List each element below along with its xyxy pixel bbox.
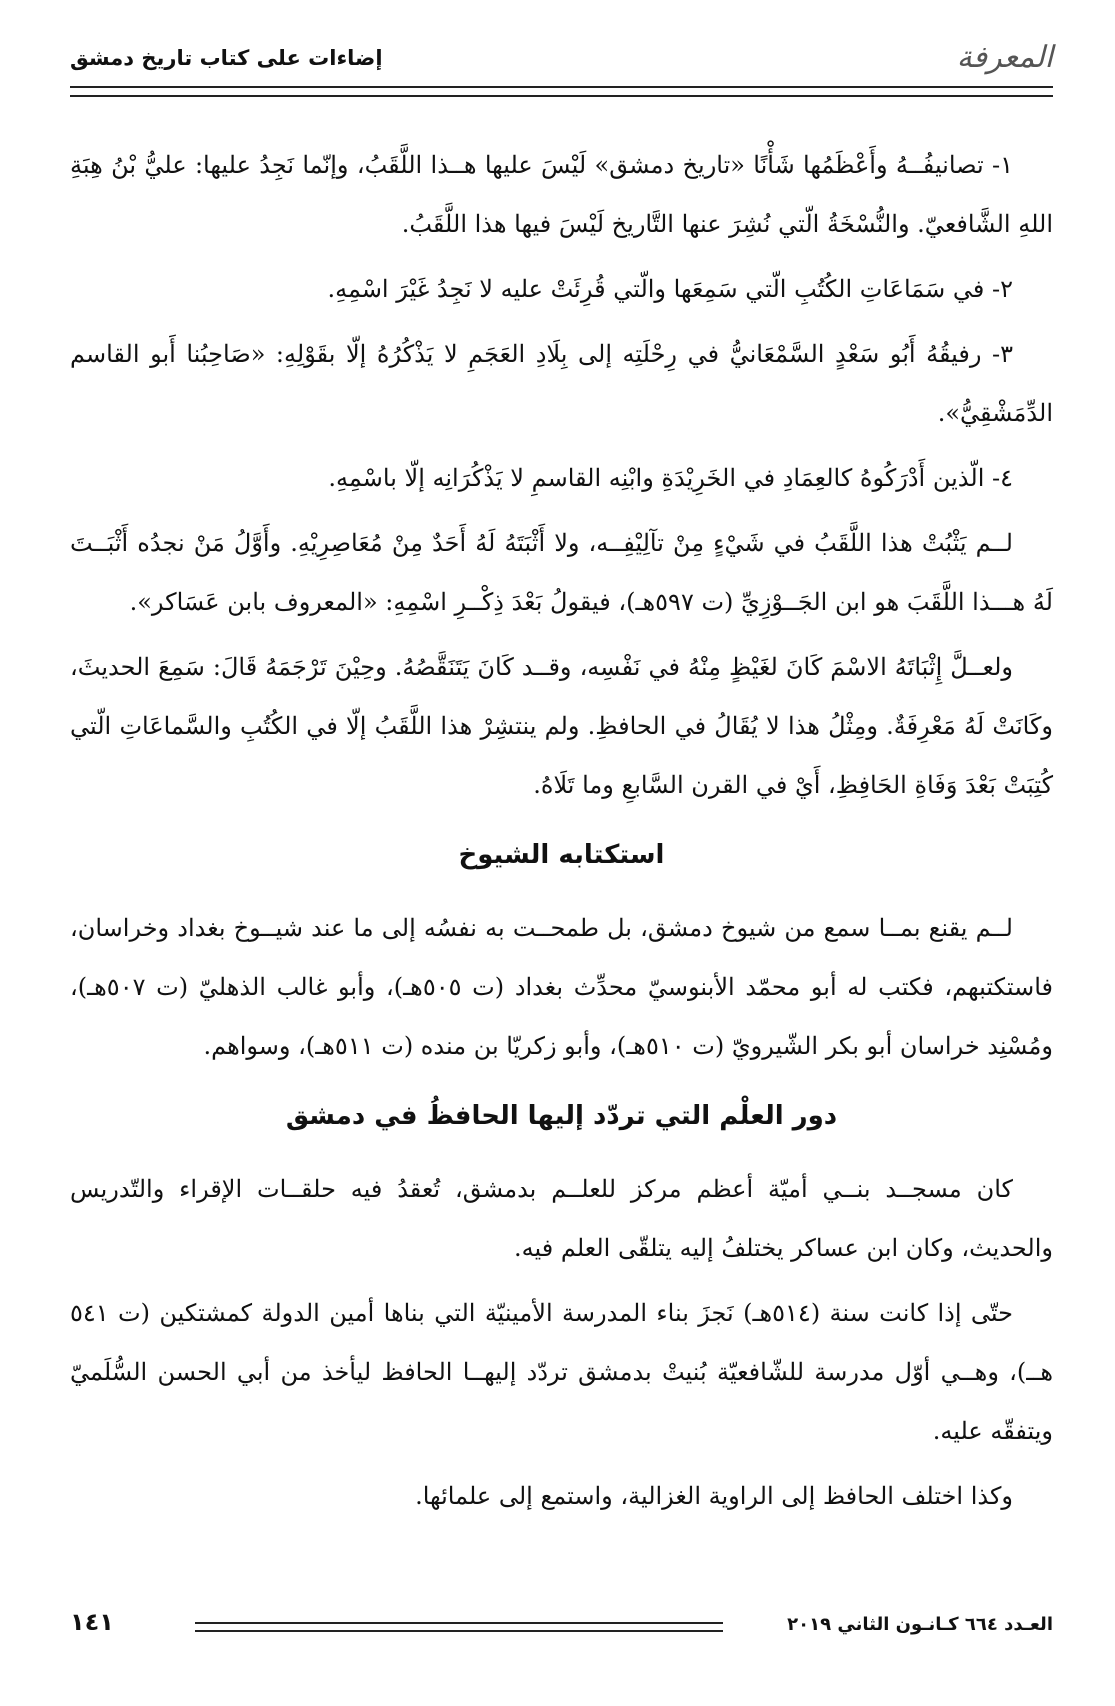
paragraph: ٢- في سَمَاعَاتِ الكُتُبِ الّتي سَمِعَها والّتي قُرِئَتْ عليه لا نَجِدُ غَيْرَ اسْمِهِ. xyxy=(327,275,1013,303)
paragraph: حتّى إذا كانت سنة (٥١٤هـ) نَجزَ بناء المدرسة الأمينيّة التي بناها أمين الدولة كمشتكين (ت ٥٤١ هــ)، وهــي أوّل مدرسة للشّافعيّة بُنيتْ بدمشق تردّد إليهــا الحافظ ليأخذ من أبي الحسن السُّلَميّ ويتفقّه عليه. xyxy=(70,1299,1053,1445)
paragraph: وكذا اختلف الحافظ إلى الراوية الغزالية، واستمع إلى علمائها. xyxy=(415,1482,1013,1510)
paragraph: ١- تصانيفُــهُ وأَعْظَمُها شَأْنًا «تاريخ دمشق» لَيْسَ عليها هــذا اللَّقَبُ، وإنّما نَجِدُ عليها: عليُّ بْنُ هِبَةِ اللهِ الشَّافعيّ. والنُّسْخَةُ الّتي نُشِرَ عنها التَّاريخ لَيْسَ فيها هذا اللَّقَبُ. xyxy=(70,151,1053,238)
section-heading: دور العلْم التي تردّد إليها الحافظُ في دمشق xyxy=(285,1101,838,1131)
page-number: ١٤١ xyxy=(70,1608,114,1636)
issue-label: العـدد ٦٦٤ كـانـون الثاني ٢٠١٩ xyxy=(787,1614,1053,1635)
paragraph: لــم يقنع بمــا سمع من شيوخ دمشق، بل طمحــت به نفسُه إلى ما عند شيــوخ بغداد وخراسان، فاستكتبهم، فكتب له أبو محمّد الأبنوسيّ محدِّث بغداد (ت ٥٠٥هـ)، وأبو غالب الذهليّ (ت ٥٠٧هـ)، ومُسْنِد خراسان أبو بكر الشّيرويّ (ت ٥١٠هـ)، وأبو زكريّا بن منده (ت ٥١١هـ)، وسواهم. xyxy=(70,914,1053,1060)
header-rule xyxy=(70,86,1053,97)
paragraph: لــم يَثْبُتْ هذا اللَّقَبُ في شَيْءٍ مِنْ تآلِيْفِــه، ولا أَثْبَتَهُ لَهُ أَحَدٌ مِنْ مُعَاصِرِيْهِ. وأَوَّلُ مَنْ نجدُه أَثْبَــتَ لَهُ هـــذا اللَّقَبَ هو ابن الجَــوْزِيِّ (ت ٥٩٧هـ)، فيقولُ بَعْدَ ذِكْــرِ اسْمِهِ: «المعروف بابن عَسَاكر». xyxy=(70,529,1053,616)
magazine-logo: المعرفة xyxy=(956,40,1053,75)
section-heading: استكتابه الشيوخ xyxy=(458,840,665,870)
footer-rule xyxy=(195,1622,723,1632)
page-footer xyxy=(70,1608,1053,1654)
paragraph: ولعــلَّ إِثْبَاتَهُ الاسْمَ كَانَ لغَيْظٍ مِنْهُ في نَفْسِه، وقــد كَانَ يَتَنَقَّصُهُ. وحِيْنَ تَرْجَمَهُ قَالَ: سَمِعَ الحديثَ، وكَانَتْ لَهُ مَعْرِفَةٌ. ومِثْلُ هذا لا يُقَالُ في الحافظِ. ولم ينتشِرْ هذا اللَّقَبُ إلّا في الكُتُبِ والسَّماعَاتِ الّتي كُتِبَتْ بَعْدَ وَفَاةِ الحَافِظِ، أَيْ في القرن السَّابعِ وما تَلَاهُ. xyxy=(70,653,1053,799)
running-title: إضاءات على كتاب تاريخ دمشق xyxy=(70,46,383,70)
page-header xyxy=(70,40,1053,80)
paragraph: ٣- رفيقُهُ أَبُو سَعْدٍ السَّمْعَانيُّ في رِحْلَتِه إلى بِلَادِ العَجَمِ لا يَذْكُرُهُ إلّا بقَوْلِهِ: «صَاحِبُنا أَبو القاسم الدِّمَشْقِيُّ». xyxy=(70,340,1053,427)
paragraph: كان مسجــد بنــي أميّة أعظم مركز للعلــم بدمشق، تُعقدُ فيه حلقــات الإقراء والتّدريس والحديث، وكان ابن عساكر يختلفُ إليه يتلقّى العلم فيه. xyxy=(70,1175,1053,1262)
paragraph: ٤- الّذين أَدْرَكُوهُ كالعِمَادِ في الخَرِيْدَةِ وابْنِه القاسمِ لا يَذْكُرَانِه إلّا باسْمِهِ. xyxy=(328,464,1013,492)
article-body xyxy=(70,136,1053,1526)
